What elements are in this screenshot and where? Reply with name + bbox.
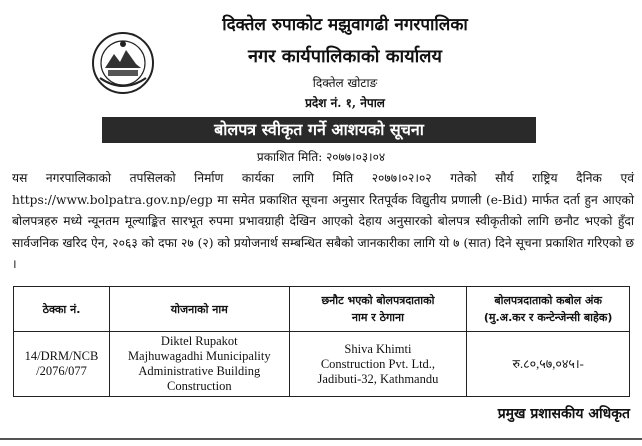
- project-name-cell: [109, 332, 289, 397]
- bidder-header-line2: नाम र ठेगाना: [351, 311, 404, 324]
- municipality-emblem-icon: [90, 30, 156, 96]
- table-row: [14, 332, 630, 397]
- bidder-line1: Shiva Khimti: [344, 341, 412, 356]
- bottom-divider: [0, 438, 642, 440]
- bidder-cell: [289, 332, 467, 397]
- letterhead: [0, 0, 642, 112]
- office-name: नगर कार्यपालिकाको कार्यालय: [248, 46, 442, 67]
- project-line3: Administrative Building: [138, 364, 261, 378]
- signatory-title: प्रमुख प्रशासकीय अधिकृत: [497, 406, 630, 422]
- project-line4: Construction: [166, 379, 232, 393]
- publication-date: प्रकाशित मिति: २०७७।०३।०४: [256, 150, 386, 164]
- column-header-project-name: योजनाको नाम: [109, 287, 289, 332]
- amount-header-line1: बोलपत्रदाताको कबोल अंक: [494, 294, 602, 307]
- project-line1: Diktel Rupakot: [160, 334, 238, 348]
- notice-title-banner: बोलपत्र स्वीकृत गर्ने आशयको सूचना: [102, 117, 536, 143]
- project-line2: Majhuwagadhi Municipality: [127, 349, 271, 363]
- column-header-contract-no: ठेक्का नं.: [14, 287, 110, 332]
- bidder-line2: Construction Pvt. Ltd.,: [320, 356, 436, 371]
- bid-amount-cell: रु.८०,५७,०४५।-: [467, 332, 630, 397]
- bidder-line3: Jadibuti-32, Kathmandu: [317, 371, 439, 386]
- contract-no-line1: 14/DRM/NCB: [24, 349, 99, 363]
- bid-acceptance-table: [13, 286, 630, 397]
- bidder-header-line1: छनौट भएको बोलपत्रदाताको: [321, 294, 435, 307]
- contract-no-cell: [14, 332, 110, 397]
- amount-header-line2: (मु.अ.कर र कन्टेन्जेन्सी बाहेक): [483, 311, 613, 324]
- notice-body-text: यस नगरपालिकाको तपसिलको निर्माण कार्यका लागि मिति २०७७।०२।०२ गतेको सौर्य राष्ट्रिय दैनिक एवं https://www.bolpatra.gov.np/egp मा समेत प्रकाशित सूचना अनुसार रितपूर्वक विद्युतीय प्रणाली (e-Bid) मार्फत दर्ता हुन आएको बोलपत्रहरु मध्ये न्यूनतम मूल्याङ्कित सारभूत रुपमा प्रभावग्राही देखिन आएको देहाय अनुसारको बोलपत्र स्वीकृतीको लागि छनौट भएको हुँदा सार्वजनिक खरिद ऐन, २०६३ को दफा २७ (२) को प्रयोजनार्थ सम्बन्धित सबैको जानकारीका लागि यो ७ (सात) दिने सूचना प्रकाशित गरिएको छ ।: [12, 171, 634, 271]
- municipality-name: दिक्तेल रुपाकोट मझुवागढी नगरपालिका: [222, 15, 468, 35]
- province-line: प्रदेश नं. १, नेपाल: [305, 96, 385, 110]
- contract-no-line2: /2076/077: [36, 364, 87, 378]
- office-location: दिक्तेल खोटाङ: [312, 76, 378, 90]
- column-header-bid-amount: [467, 287, 630, 332]
- table-header-row: [14, 287, 630, 332]
- column-header-bidder: [289, 287, 467, 332]
